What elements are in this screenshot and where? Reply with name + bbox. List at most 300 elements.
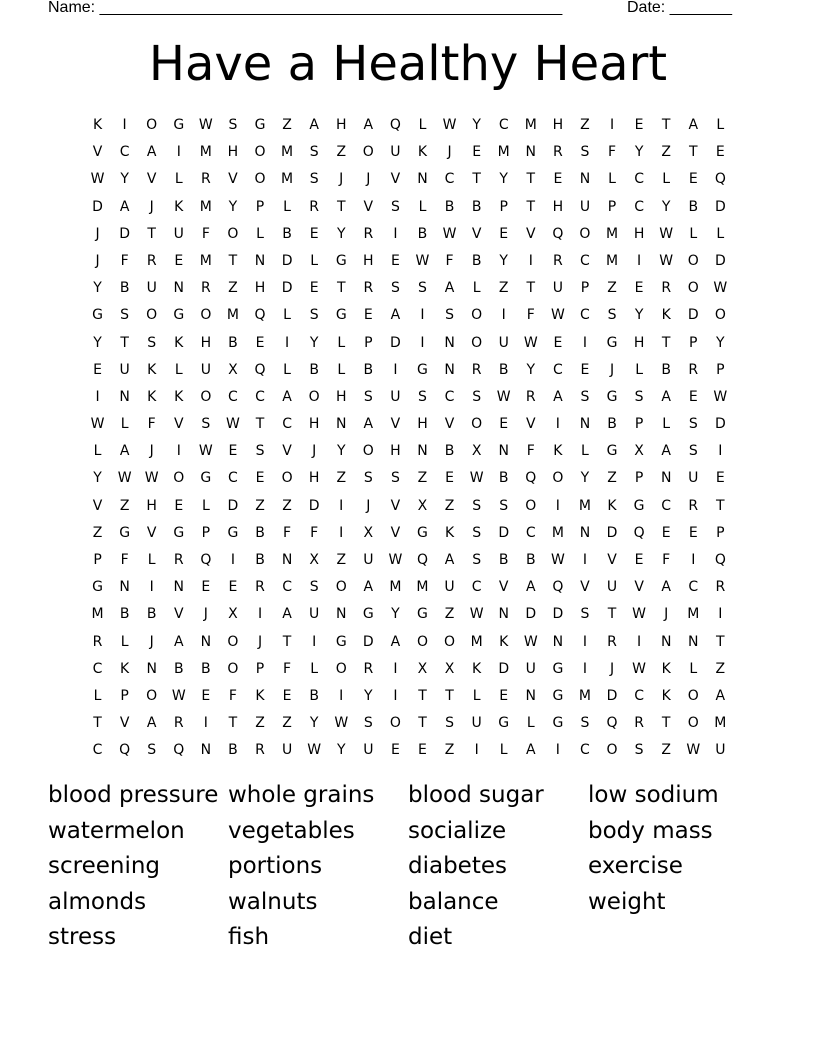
grid-letter: G bbox=[119, 524, 131, 541]
grid-letter: U bbox=[498, 334, 509, 351]
grid-letter: W bbox=[523, 334, 538, 351]
grid-letter: I bbox=[230, 552, 235, 568]
grid-letter: B bbox=[417, 225, 428, 242]
grid-letter: M bbox=[199, 252, 212, 269]
grid-letter: M bbox=[714, 715, 727, 732]
grid-letter: G bbox=[335, 252, 347, 269]
grid-letter: P bbox=[255, 660, 265, 677]
grid-letter: G bbox=[606, 388, 618, 405]
grid-letter: E bbox=[553, 171, 563, 188]
grid-letter: F bbox=[283, 524, 292, 541]
grid-letter: E bbox=[553, 334, 563, 351]
grid-letter: H bbox=[417, 416, 428, 433]
grid-letter: U bbox=[606, 579, 618, 596]
grid-letter: U bbox=[363, 552, 374, 568]
grid-letter: N bbox=[525, 144, 537, 161]
grid-letter: B bbox=[255, 552, 265, 568]
grid-letter: I bbox=[257, 606, 263, 623]
grid-letter: I bbox=[339, 524, 344, 541]
grid-letter: Z bbox=[444, 497, 455, 514]
grid-letter: O bbox=[227, 225, 239, 242]
grid-letter: O bbox=[362, 443, 374, 460]
grid-letter: V bbox=[526, 416, 536, 433]
grid-letter: S bbox=[499, 497, 509, 514]
grid-letter: Z bbox=[444, 742, 455, 759]
grid-letter: E bbox=[445, 470, 454, 487]
grid-letter: L bbox=[283, 198, 291, 215]
grid-letter: F bbox=[120, 552, 129, 568]
grid-letter: A bbox=[661, 443, 671, 460]
grid-letter: F bbox=[662, 552, 671, 568]
grid-letter: N bbox=[146, 660, 157, 677]
grid-letter: J bbox=[609, 660, 615, 677]
grid-letter: N bbox=[173, 579, 185, 596]
grid-letter: B bbox=[255, 524, 265, 541]
grid-letter: A bbox=[363, 579, 374, 596]
grid-letter: W bbox=[226, 416, 240, 433]
grid-letter: W bbox=[713, 388, 728, 405]
grid-letter: G bbox=[335, 633, 347, 650]
grid-letter: N bbox=[173, 280, 185, 297]
grid-letter: Y bbox=[634, 144, 644, 161]
grid-letter: J bbox=[203, 606, 208, 623]
grid-letter: S bbox=[120, 307, 130, 324]
grid-letter: Y bbox=[472, 117, 481, 133]
grid-letter: D bbox=[525, 606, 537, 623]
grid-letter: B bbox=[282, 225, 292, 242]
grid-letter: E bbox=[228, 579, 238, 596]
grid-letter: A bbox=[688, 117, 699, 133]
grid-letter: I bbox=[582, 660, 588, 677]
grid-letter: R bbox=[363, 660, 374, 677]
grid-letter: G bbox=[498, 715, 510, 732]
grid-letter: E bbox=[255, 470, 265, 487]
grid-letter: Y bbox=[336, 742, 346, 759]
grid-letter: S bbox=[309, 307, 319, 324]
grid-letter: U bbox=[390, 388, 401, 405]
grid-letter: J bbox=[95, 225, 100, 242]
grid-letter: R bbox=[715, 579, 726, 596]
grid-letter: B bbox=[471, 252, 482, 269]
grid-letter: Z bbox=[255, 715, 265, 732]
grid-row bbox=[84, 710, 734, 737]
grid-letter: K bbox=[661, 307, 671, 324]
word-bank-item: vegetables bbox=[228, 817, 355, 844]
grid-letter: A bbox=[146, 715, 157, 732]
grid-letter: E bbox=[661, 524, 671, 541]
grid-letter: O bbox=[173, 470, 185, 487]
grid-letter: Q bbox=[389, 117, 401, 133]
word-bank-item: fish bbox=[228, 924, 270, 951]
grid-letter: T bbox=[336, 198, 346, 215]
grid-letter: I bbox=[393, 225, 398, 242]
grid-letter: V bbox=[607, 552, 617, 568]
grid-letter: R bbox=[200, 280, 211, 297]
grid-letter: S bbox=[445, 715, 454, 732]
grid-row bbox=[84, 194, 734, 221]
grid-letter: I bbox=[339, 497, 344, 514]
grid-letter: Y bbox=[309, 334, 319, 351]
grid-letter: O bbox=[687, 715, 699, 732]
grid-letter: S bbox=[580, 715, 590, 732]
grid-letter: H bbox=[308, 416, 320, 433]
grid-letter: H bbox=[200, 334, 212, 351]
grid-letter: F bbox=[228, 687, 237, 704]
grid-letter: G bbox=[362, 606, 374, 623]
grid-letter: W bbox=[659, 252, 674, 269]
grid-letter: F bbox=[283, 660, 292, 677]
grid-letter: Z bbox=[336, 470, 347, 487]
grid-letter: V bbox=[444, 416, 455, 433]
grid-letter: M bbox=[91, 606, 104, 623]
grid-letter: H bbox=[363, 252, 374, 269]
grid-letter: P bbox=[607, 198, 617, 215]
grid-letter: S bbox=[607, 307, 617, 324]
grid-letter: R bbox=[146, 252, 157, 269]
grid-letter: F bbox=[526, 443, 535, 460]
grid-letter: V bbox=[173, 606, 184, 623]
grid-letter: C bbox=[498, 117, 509, 133]
grid-letter: J bbox=[366, 171, 371, 188]
grid-letter: Q bbox=[254, 307, 266, 324]
grid-letter: L bbox=[716, 225, 725, 242]
grid-letter: B bbox=[498, 361, 509, 378]
grid-letter: O bbox=[308, 388, 320, 405]
grid-letter: S bbox=[472, 552, 482, 568]
grid-letter: D bbox=[606, 524, 618, 541]
grid-letter: P bbox=[716, 524, 725, 541]
word-bank-item: body mass bbox=[588, 817, 713, 844]
grid-row bbox=[84, 737, 734, 764]
grid-letter: L bbox=[201, 497, 210, 514]
grid-letter: O bbox=[254, 171, 266, 188]
word-bank-item: diet bbox=[408, 924, 453, 951]
grid-letter: Z bbox=[498, 280, 509, 297]
grid-letter: K bbox=[553, 443, 563, 460]
grid-letter: Y bbox=[526, 361, 536, 378]
grid-row bbox=[84, 601, 734, 628]
grid-letter: Z bbox=[282, 715, 292, 732]
grid-letter: R bbox=[688, 361, 699, 378]
grid-letter: N bbox=[417, 171, 428, 188]
grid-letter: I bbox=[393, 660, 398, 677]
grid-letter: Z bbox=[715, 660, 726, 677]
word-bank-item: blood sugar bbox=[408, 782, 544, 808]
grid-letter: D bbox=[119, 225, 130, 242]
grid-letter: B bbox=[146, 606, 157, 623]
grid-letter: D bbox=[308, 497, 320, 514]
grid-letter: O bbox=[146, 687, 158, 704]
grid-letter: L bbox=[283, 307, 291, 324]
grid-letter: O bbox=[335, 579, 347, 596]
grid-row bbox=[84, 438, 734, 465]
grid-letter: H bbox=[390, 443, 401, 460]
grid-letter: H bbox=[552, 117, 564, 133]
grid-letter: G bbox=[606, 443, 618, 460]
grid-letter: Y bbox=[580, 470, 590, 487]
grid-letter: Y bbox=[336, 443, 346, 460]
grid-letter: O bbox=[687, 280, 699, 297]
grid-letter: S bbox=[580, 388, 590, 405]
grid-letter: M bbox=[416, 579, 429, 596]
grid-letter: L bbox=[662, 171, 671, 188]
grid-letter: Q bbox=[200, 552, 212, 568]
grid-letter: F bbox=[445, 252, 454, 269]
grid-letter: I bbox=[176, 443, 181, 460]
grid-letter: L bbox=[337, 334, 346, 351]
grid-letter: P bbox=[634, 416, 644, 433]
grid-letter: P bbox=[580, 280, 590, 297]
grid-letter: C bbox=[552, 361, 563, 378]
grid-letter: M bbox=[551, 524, 564, 541]
grid-letter: B bbox=[201, 660, 211, 677]
grid-letter: C bbox=[282, 416, 292, 433]
grid-row bbox=[84, 384, 734, 411]
grid-letter: O bbox=[525, 497, 537, 514]
grid-letter: K bbox=[120, 660, 130, 677]
grid-letter: T bbox=[716, 633, 725, 650]
grid-letter: B bbox=[498, 552, 509, 568]
grid-letter: O bbox=[444, 633, 456, 650]
grid-letter: G bbox=[417, 606, 428, 623]
grid-letter: E bbox=[634, 117, 644, 133]
grid-letter: C bbox=[228, 388, 238, 405]
grid-letter: O bbox=[552, 470, 564, 487]
grid-letter: V bbox=[92, 144, 103, 161]
grid-letter: K bbox=[174, 198, 184, 215]
grid-letter: S bbox=[147, 742, 157, 759]
grid-letter: J bbox=[312, 443, 317, 460]
grid-letter: M bbox=[578, 497, 591, 514]
grid-letter: L bbox=[716, 117, 725, 133]
grid-letter: V bbox=[634, 579, 644, 596]
grid-letter: O bbox=[200, 388, 212, 405]
grid-letter: A bbox=[363, 416, 374, 433]
grid-letter: O bbox=[471, 416, 483, 433]
grid-letter: X bbox=[634, 443, 644, 460]
grid-letter: N bbox=[119, 579, 130, 596]
grid-letter: H bbox=[254, 280, 266, 297]
grid-letter: G bbox=[173, 307, 185, 324]
grid-letter: T bbox=[120, 334, 129, 351]
grid-letter: F bbox=[147, 416, 156, 433]
grid-row bbox=[84, 139, 734, 166]
grid-letter: I bbox=[637, 252, 642, 269]
grid-letter: A bbox=[146, 144, 157, 161]
grid-letter: Y bbox=[228, 198, 238, 215]
grid-letter: H bbox=[335, 117, 347, 133]
grid-letter: T bbox=[282, 633, 292, 650]
grid-letter: F bbox=[310, 524, 319, 541]
grid-letter: O bbox=[146, 307, 158, 324]
grid-letter: W bbox=[632, 606, 647, 623]
grid-letter: G bbox=[173, 117, 185, 133]
grid-letter: L bbox=[93, 687, 102, 704]
grid-letter: Q bbox=[525, 470, 537, 487]
grid-letter: I bbox=[420, 307, 425, 324]
grid-letter: M bbox=[605, 252, 619, 269]
grid-letter: E bbox=[255, 334, 265, 351]
grid-letter: B bbox=[119, 606, 130, 623]
grid-letter: K bbox=[417, 144, 428, 161]
grid-letter: C bbox=[525, 524, 536, 541]
grid-letter: R bbox=[173, 715, 184, 732]
grid-letter: Q bbox=[254, 361, 266, 378]
grid-letter: T bbox=[526, 280, 536, 297]
grid-letter: O bbox=[362, 144, 374, 161]
grid-letter: R bbox=[363, 225, 374, 242]
grid-row bbox=[84, 656, 734, 683]
grid-letter: G bbox=[417, 361, 428, 378]
grid-letter: M bbox=[578, 687, 591, 704]
grid-letter: R bbox=[173, 552, 184, 568]
grid-letter: L bbox=[526, 715, 535, 732]
grid-letter: V bbox=[390, 171, 401, 188]
grid-letter: N bbox=[119, 388, 130, 405]
grid-letter: E bbox=[228, 443, 238, 460]
grid-row bbox=[84, 112, 734, 139]
grid-letter: C bbox=[580, 307, 590, 324]
grid-letter: S bbox=[580, 144, 590, 161]
name-field-label: Name: ____________________________________________________ bbox=[48, 0, 563, 16]
grid-letter: C bbox=[580, 742, 590, 759]
word-bank-item: screening bbox=[48, 853, 161, 880]
grid-row bbox=[84, 574, 734, 601]
grid-letter: A bbox=[282, 388, 292, 405]
grid-letter: C bbox=[255, 388, 265, 405]
grid-letter: A bbox=[309, 117, 319, 133]
grid-letter: Z bbox=[119, 497, 130, 514]
grid-letter: I bbox=[609, 117, 615, 133]
grid-letter: W bbox=[442, 225, 457, 242]
grid-letter: L bbox=[310, 252, 319, 269]
grid-letter: T bbox=[661, 117, 671, 133]
grid-letter: W bbox=[496, 388, 511, 405]
grid-letter: Y bbox=[661, 198, 671, 215]
word-bank-item: socialize bbox=[408, 817, 507, 844]
grid-letter: L bbox=[418, 117, 427, 133]
grid-letter: I bbox=[528, 252, 533, 269]
grid-letter: Y bbox=[336, 225, 346, 242]
grid-letter: M bbox=[687, 606, 700, 623]
word-bank-item: walnuts bbox=[228, 888, 318, 915]
grid-letter: P bbox=[689, 334, 698, 351]
grid-letter: Z bbox=[580, 117, 590, 133]
grid-letter: S bbox=[363, 470, 373, 487]
grid-letter: S bbox=[688, 443, 698, 460]
grid-letter: T bbox=[93, 715, 102, 732]
grid-letter: U bbox=[552, 280, 563, 297]
grid-letter: K bbox=[92, 117, 103, 133]
word-bank-item: low sodium bbox=[588, 782, 719, 808]
grid-letter: L bbox=[174, 171, 183, 188]
grid-letter: E bbox=[309, 225, 319, 242]
grid-letter: C bbox=[92, 742, 103, 759]
grid-letter: N bbox=[660, 470, 672, 487]
grid-letter: K bbox=[174, 388, 184, 405]
grid-letter: Z bbox=[92, 524, 103, 541]
grid-letter: E bbox=[688, 524, 698, 541]
grid-letter: N bbox=[498, 443, 509, 460]
grid-letter: K bbox=[174, 334, 184, 351]
grid-letter: W bbox=[171, 687, 186, 704]
grid-letter: X bbox=[444, 660, 455, 677]
grid-letter: Z bbox=[607, 280, 617, 297]
grid-letter: V bbox=[146, 524, 157, 541]
grid-letter: T bbox=[336, 280, 346, 297]
grid-letter: F bbox=[526, 307, 535, 324]
grid-letter: I bbox=[176, 144, 181, 161]
grid-letter: S bbox=[445, 307, 454, 324]
grid-letter: X bbox=[417, 660, 428, 677]
grid-letter: T bbox=[526, 171, 536, 188]
grid-letter: Q bbox=[119, 742, 131, 759]
grid-letter: Q bbox=[552, 579, 564, 596]
grid-letter: S bbox=[309, 171, 319, 188]
grid-letter: A bbox=[173, 633, 184, 650]
grid-letter: L bbox=[337, 361, 346, 378]
grid-letter: S bbox=[147, 334, 157, 351]
grid-letter: S bbox=[634, 742, 644, 759]
grid-letter: N bbox=[579, 524, 591, 541]
grid-letter: Q bbox=[606, 715, 618, 732]
grid-letter: W bbox=[632, 660, 647, 677]
grid-letter: G bbox=[200, 470, 212, 487]
grid-letter: I bbox=[582, 552, 588, 568]
grid-letter: T bbox=[147, 225, 156, 242]
grid-letter: K bbox=[147, 361, 157, 378]
grid-row bbox=[84, 221, 734, 248]
grid-letter: C bbox=[634, 171, 644, 188]
grid-letter: U bbox=[173, 225, 184, 242]
grid-letter: K bbox=[607, 497, 617, 514]
grid-letter: K bbox=[444, 524, 455, 541]
grid-letter: K bbox=[472, 660, 482, 677]
grid-letter: A bbox=[661, 579, 671, 596]
grid-letter: E bbox=[499, 687, 509, 704]
grid-letter: X bbox=[363, 524, 374, 541]
grid-letter: V bbox=[390, 524, 401, 541]
grid-letter: A bbox=[526, 742, 536, 759]
grid-letter: I bbox=[474, 742, 479, 759]
grid-letter: R bbox=[363, 280, 374, 297]
grid-letter: L bbox=[662, 416, 671, 433]
grid-letter: Z bbox=[282, 497, 292, 514]
grid-letter: B bbox=[363, 361, 374, 378]
grid-letter: A bbox=[119, 198, 130, 215]
grid-letter: J bbox=[366, 497, 371, 514]
grid-letter: O bbox=[471, 334, 483, 351]
grid-letter: I bbox=[555, 497, 560, 514]
grid-row bbox=[84, 166, 734, 193]
grid-letter: G bbox=[92, 579, 103, 596]
grid-letter: X bbox=[228, 361, 238, 378]
word-bank-item: blood pressure bbox=[48, 782, 219, 808]
grid-letter: Y bbox=[364, 687, 373, 704]
grid-letter: E bbox=[715, 144, 725, 161]
grid-letter: C bbox=[471, 579, 482, 596]
grid-row bbox=[84, 629, 734, 656]
grid-letter: P bbox=[364, 334, 373, 351]
grid-letter: M bbox=[470, 633, 483, 650]
grid-letter: R bbox=[92, 633, 103, 650]
grid-letter: O bbox=[281, 470, 293, 487]
grid-letter: V bbox=[146, 171, 157, 188]
grid-letter: A bbox=[526, 579, 536, 596]
grid-letter: U bbox=[200, 361, 211, 378]
grid-letter: S bbox=[634, 388, 644, 405]
grid-letter: I bbox=[582, 633, 588, 650]
